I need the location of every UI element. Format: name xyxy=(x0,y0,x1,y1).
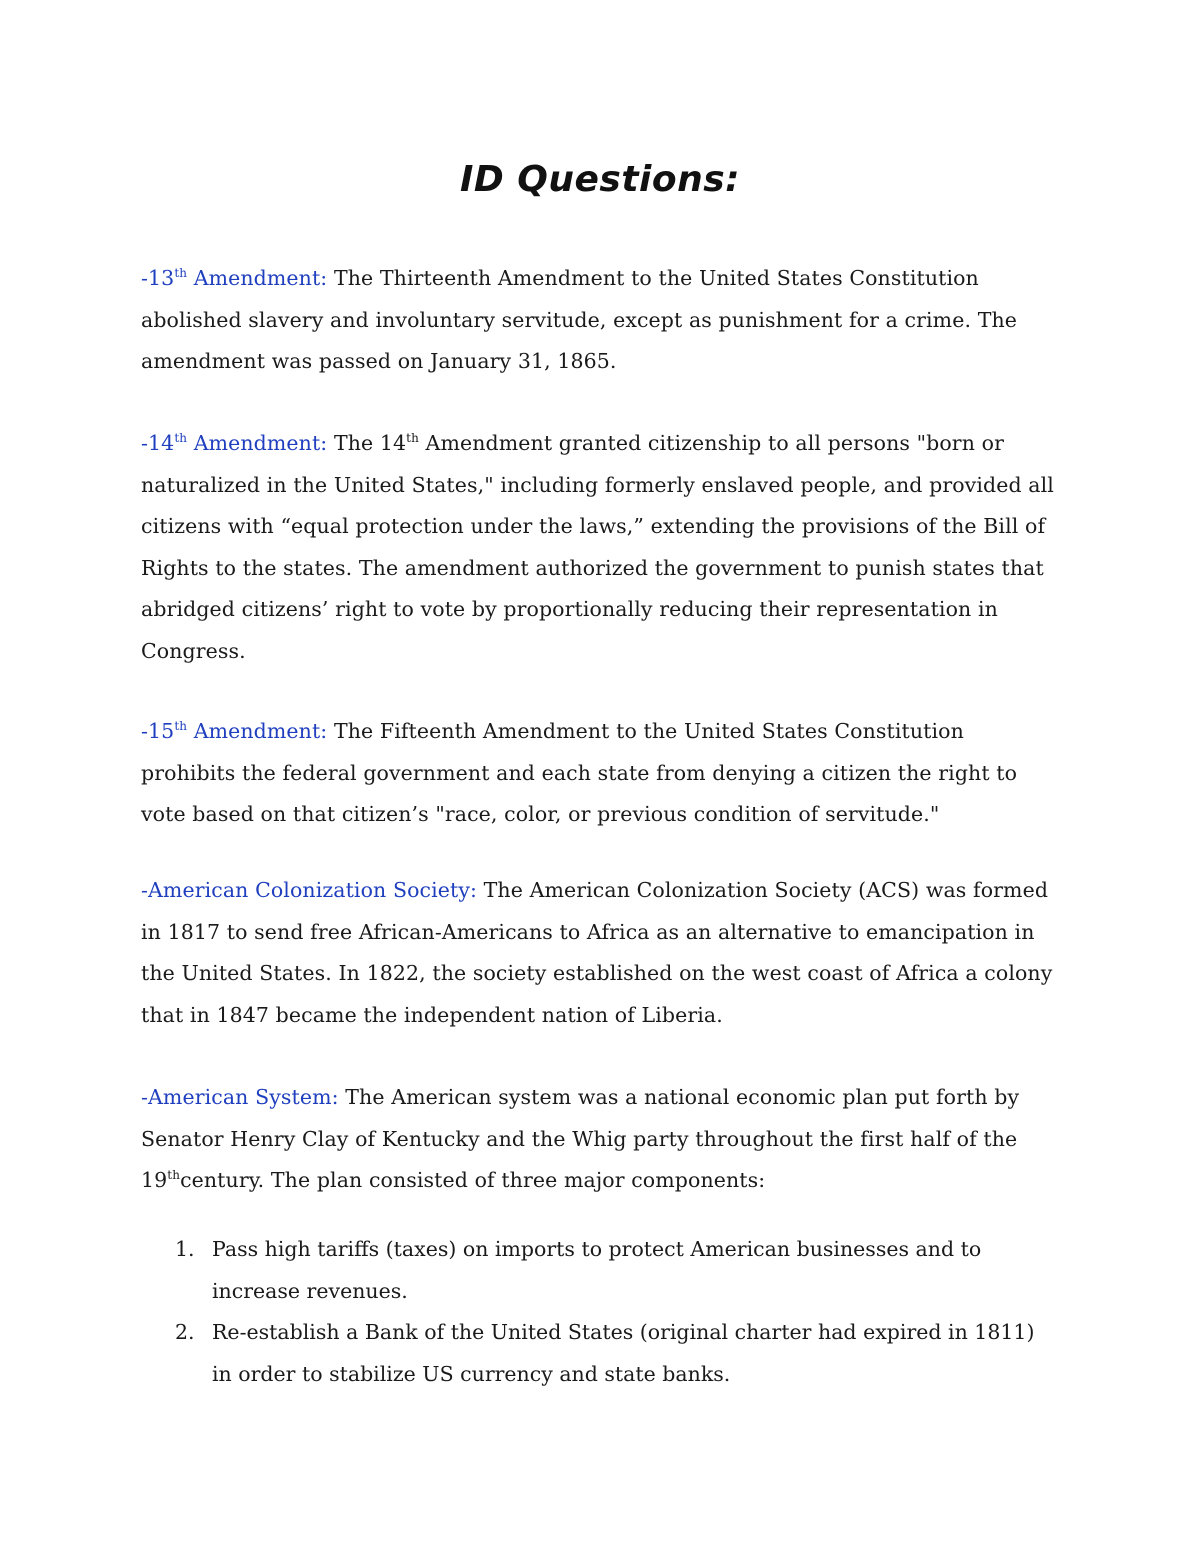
list-item-number: 2. xyxy=(175,1320,195,1344)
definition-american-system-part-a: The American system was a national economic plan put forth by Senator Henry Clay of Kentucky and the Whig party throughout the first half of the 19 xyxy=(141,1085,1020,1192)
term-13th-prefix: -13 xyxy=(141,266,175,290)
list-item xyxy=(141,1229,1056,1312)
term-14th-label: Amendment: xyxy=(187,431,328,455)
term-14th-prefix: -14 xyxy=(141,431,175,455)
term-15th-label: Amendment: xyxy=(187,719,328,743)
term-13th-superscript: th xyxy=(174,266,188,281)
list-item-number: 1. xyxy=(175,1237,195,1261)
entry-14th-amendment xyxy=(141,423,1056,672)
term-14th-superscript: th xyxy=(174,431,188,446)
entry-15th-amendment xyxy=(141,711,1056,836)
definition-american-system-superscript: th xyxy=(167,1168,181,1183)
definition-14th-superscript: th xyxy=(406,431,419,446)
term-14th-amendment xyxy=(141,431,327,455)
term-15th-prefix: -15 xyxy=(141,719,175,743)
term-15th-amendment xyxy=(141,719,327,743)
term-15th-superscript: th xyxy=(174,719,188,734)
list-item-text: Pass high tariffs (taxes) on imports to protect American businesses and to increase revenues. xyxy=(212,1237,982,1303)
page-title: ID Questions: xyxy=(459,159,741,200)
term-13th-amendment xyxy=(141,266,327,290)
term-american-system: -American System: xyxy=(141,1085,339,1109)
term-american-colonization-society: -American Colonization Society: xyxy=(141,878,478,902)
definition-14th-part-a: The 14 xyxy=(327,431,407,455)
entry-13th-amendment xyxy=(141,258,1056,383)
entry-american-system xyxy=(141,1077,1056,1202)
list-item xyxy=(141,1312,1056,1395)
entry-american-colonization-society xyxy=(141,870,1056,1036)
list-item-text: Re-establish a Bank of the United States (original charter had expired in 1811) in order to stabilize US currency and state banks. xyxy=(212,1320,1035,1386)
term-13th-label: Amendment: xyxy=(187,266,328,290)
definition-13th-amendment: The Thirteenth Amendment to the United States Constitution abolished slavery and involuntary servitude, except as punishment for a crime. The amendment was passed on January 31, 1865. xyxy=(141,266,1017,373)
american-system-components-list xyxy=(141,1229,1056,1395)
definition-american-system-part-b: century. The plan consisted of three major components: xyxy=(180,1168,766,1192)
definition-american-colonization-society: The American Colonization Society (ACS) was formed in 1817 to send free African-Americans to Africa as an alternative to emancipation in the United States. In 1822, the society established on the west coast of Africa a colony that in 1847 became the independent nation of Liberia. xyxy=(141,878,1053,1027)
definition-14th-part-b: Amendment granted citizenship to all persons "born or naturalized in the United States," including formerly enslaved people, and provided all citizens with “equal protection under the laws,” extending the provisions of the Bill of Rights to the states. The amendment authorized the government to punish states that abridged citizens’ right to vote by proportionally reducing their representation in Congress. xyxy=(141,431,1054,663)
definition-15th-amendment: The Fifteenth Amendment to the United States Constitution prohibits the federal government and each state from denying a citizen the right to vote based on that citizen’s "race, color, or previous condition of servitude." xyxy=(141,719,1018,826)
